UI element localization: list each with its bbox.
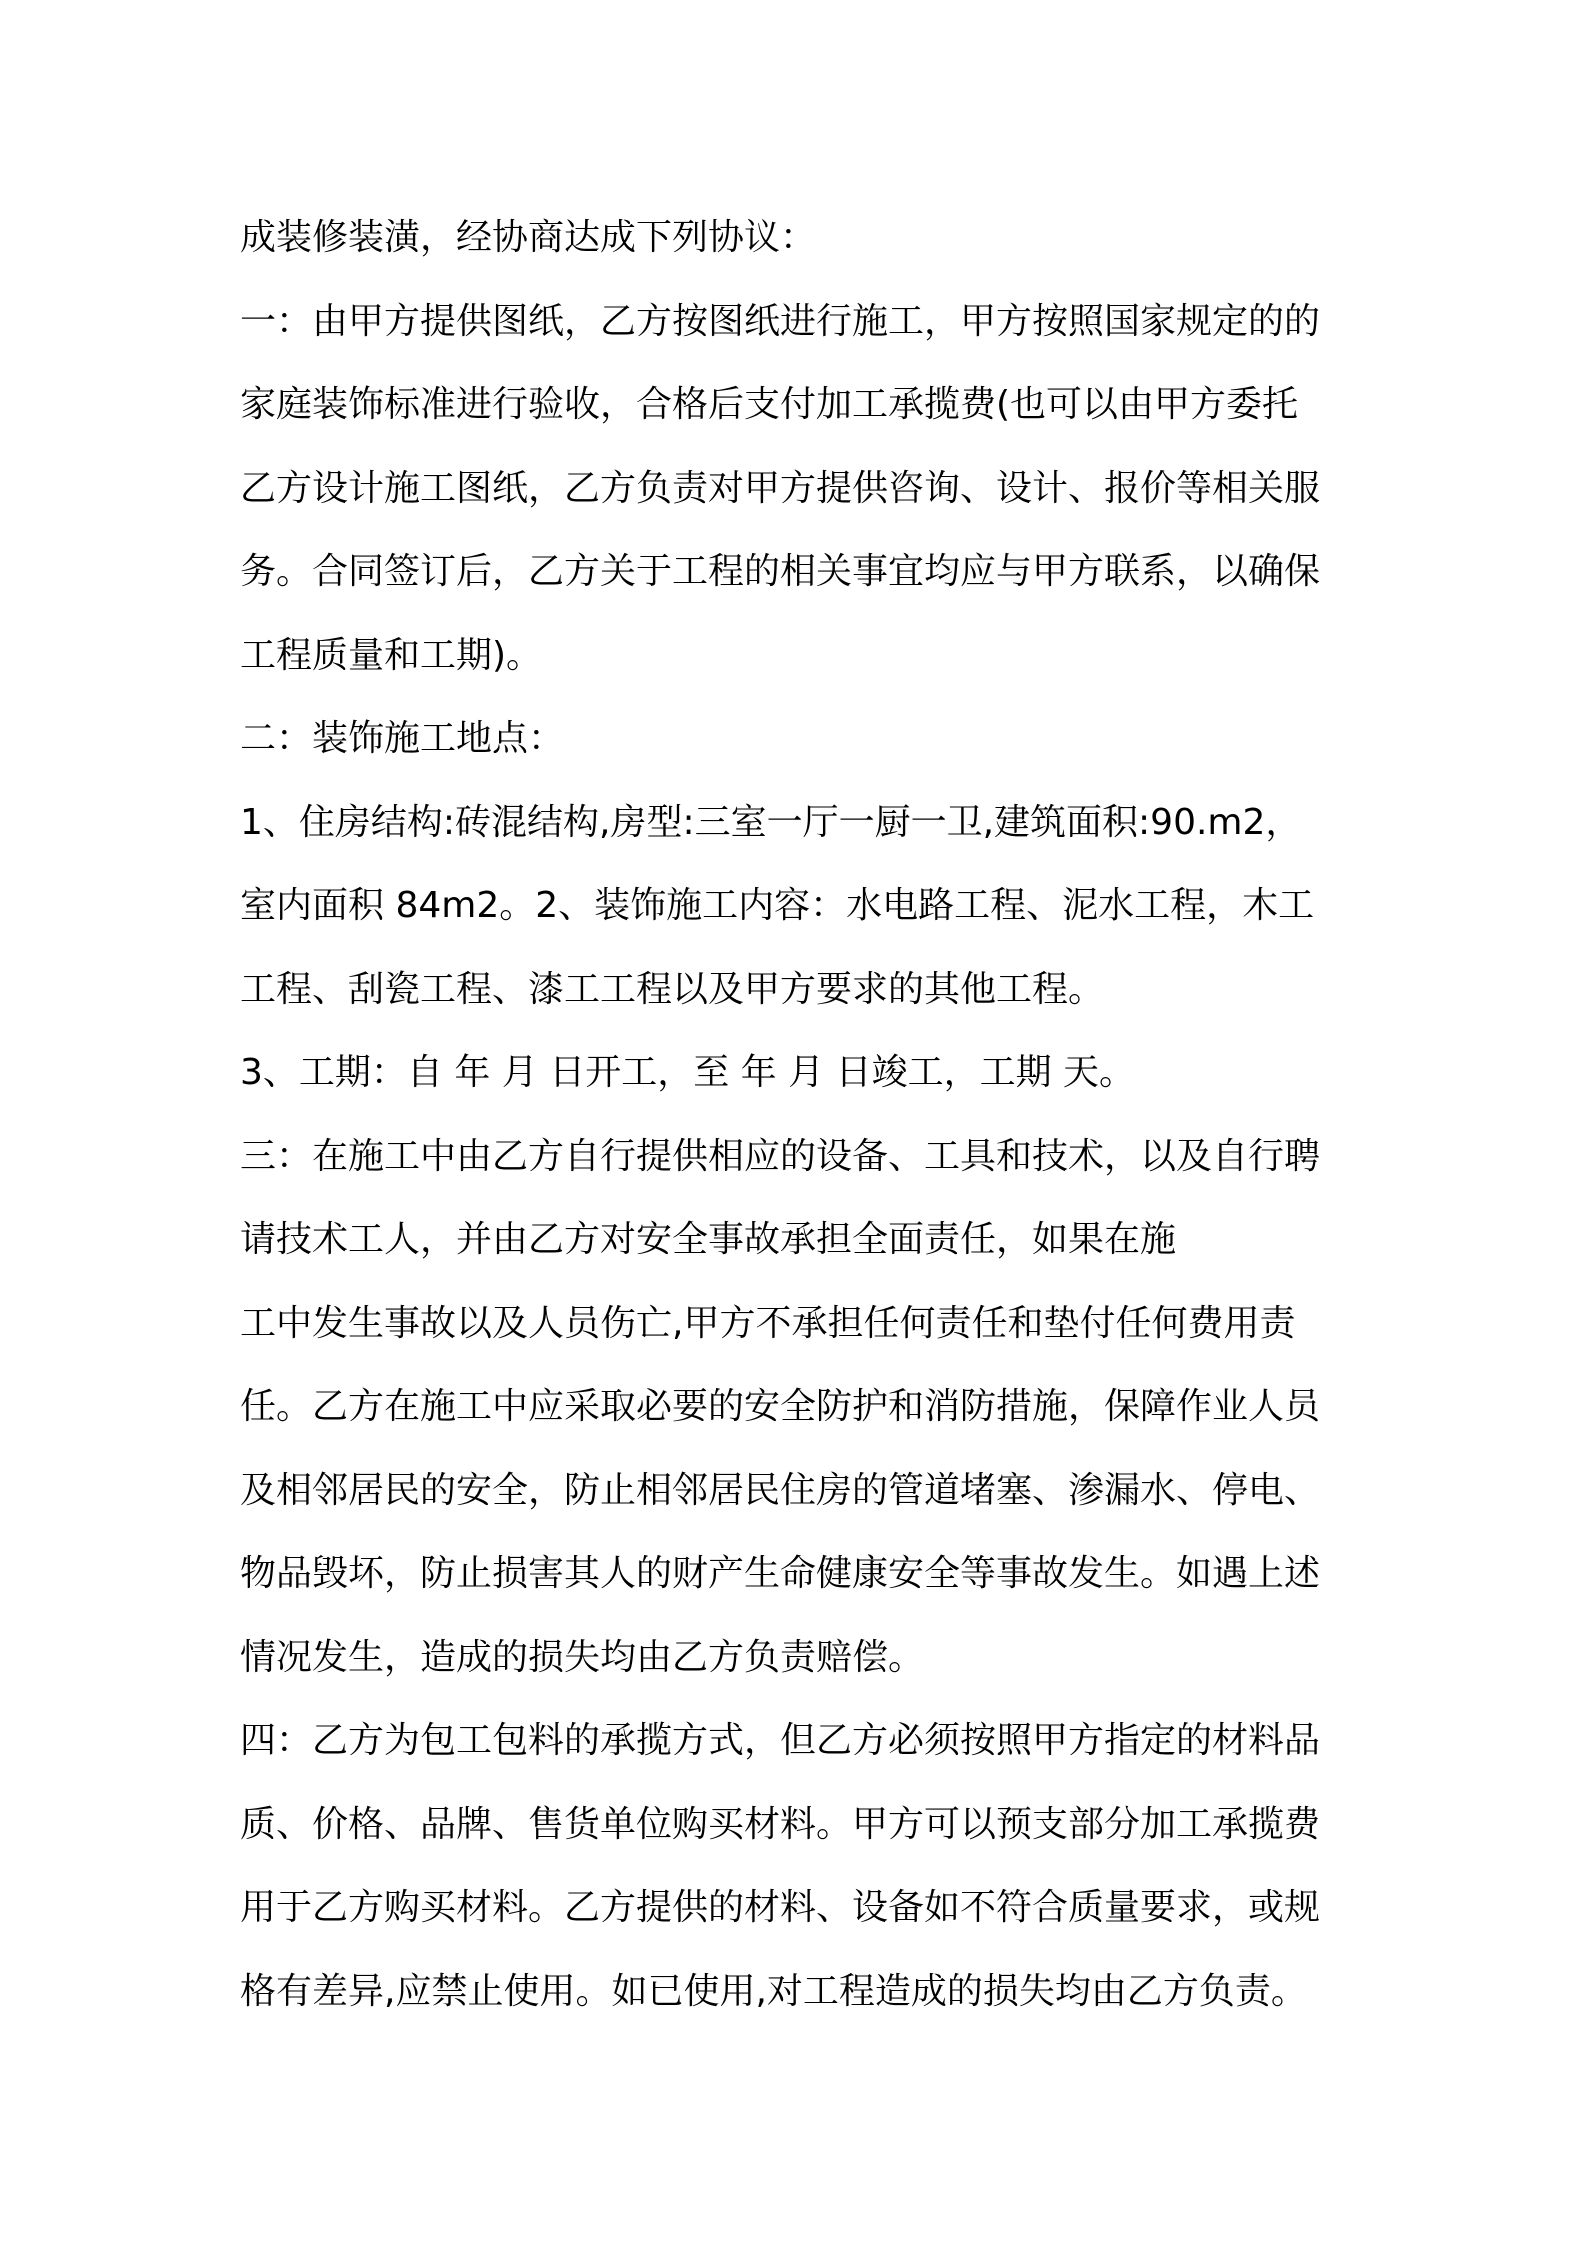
text-line: 工中发生事故以及人员伤亡,甲方不承担任何责任和垫付任何费用责 — [240, 1302, 1296, 1344]
text-line: 二：装饰施工地点： — [240, 718, 565, 759]
text-line: 三：在施工中由乙方自行提供相应的设备、工具和技术，以及自行聘 — [240, 1135, 1321, 1177]
text-line: 物品毁坏，防止损害其人的财产生命健康安全等事故发生。如遇上述 — [240, 1553, 1321, 1594]
text-line: 3、工期：自 年 月 日开工，至 年 月 日竣工，工期 天。 — [240, 1052, 1136, 1093]
text-line: 四：乙方为包工包料的承揽方式，但乙方必须按照甲方指定的材料品 — [240, 1720, 1321, 1761]
text-line: 请技术工人，并由乙方对安全事故承担全面责任，如果在施 — [240, 1219, 1177, 1260]
text-line: 质、价格、品牌、售货单位购买材料。甲方可以预支部分加工承揽费 — [240, 1803, 1321, 1845]
text-line: 及相邻居民的安全，防止相邻居民住房的管道堵塞、渗漏水、停电、 — [240, 1469, 1321, 1511]
contract-text — [240, 196, 1360, 2033]
text-line: 家庭装饰标准进行验收，合格后支付加工承揽费(也可以由甲方委托 — [240, 384, 1299, 425]
text-line: 成装修装潢，经协商达成下列协议： — [240, 217, 817, 258]
text-line: 工程质量和工期)。 — [240, 634, 543, 676]
text-line: 任。乙方在施工中应采取必要的安全防护和消防措施，保障作业人员 — [240, 1386, 1321, 1427]
text-line: 室内面积 84m2。2、装饰施工内容：水电路工程、泥水工程，木工 — [240, 885, 1315, 926]
text-line: 务。合同签订后，乙方关于工程的相关事宜均应与甲方联系，以确保 — [240, 551, 1321, 592]
text-line: 乙方设计施工图纸，乙方负责对甲方提供咨询、设计、报价等相关服 — [240, 467, 1321, 509]
text-line: 格有差异,应禁止使用。如已使用,对工程造成的损失均由乙方负责。 — [240, 1970, 1307, 2012]
text-line: 工程、刮瓷工程、漆工工程以及甲方要求的其他工程。 — [240, 968, 1105, 1010]
text-line: 用于乙方购买材料。乙方提供的材料、设备如不符合质量要求，或规 — [240, 1887, 1321, 1928]
text-line: 情况发生，造成的损失均由乙方负责赔偿。 — [240, 1636, 925, 1678]
text-line: 1、住房结构:砖混结构,房型:三室一厅一厨一卫,建筑面积:90.m2， — [240, 801, 1302, 843]
text-line: 一：由甲方提供图纸，乙方按图纸进行施工，甲方按照国家规定的的 — [240, 300, 1321, 342]
